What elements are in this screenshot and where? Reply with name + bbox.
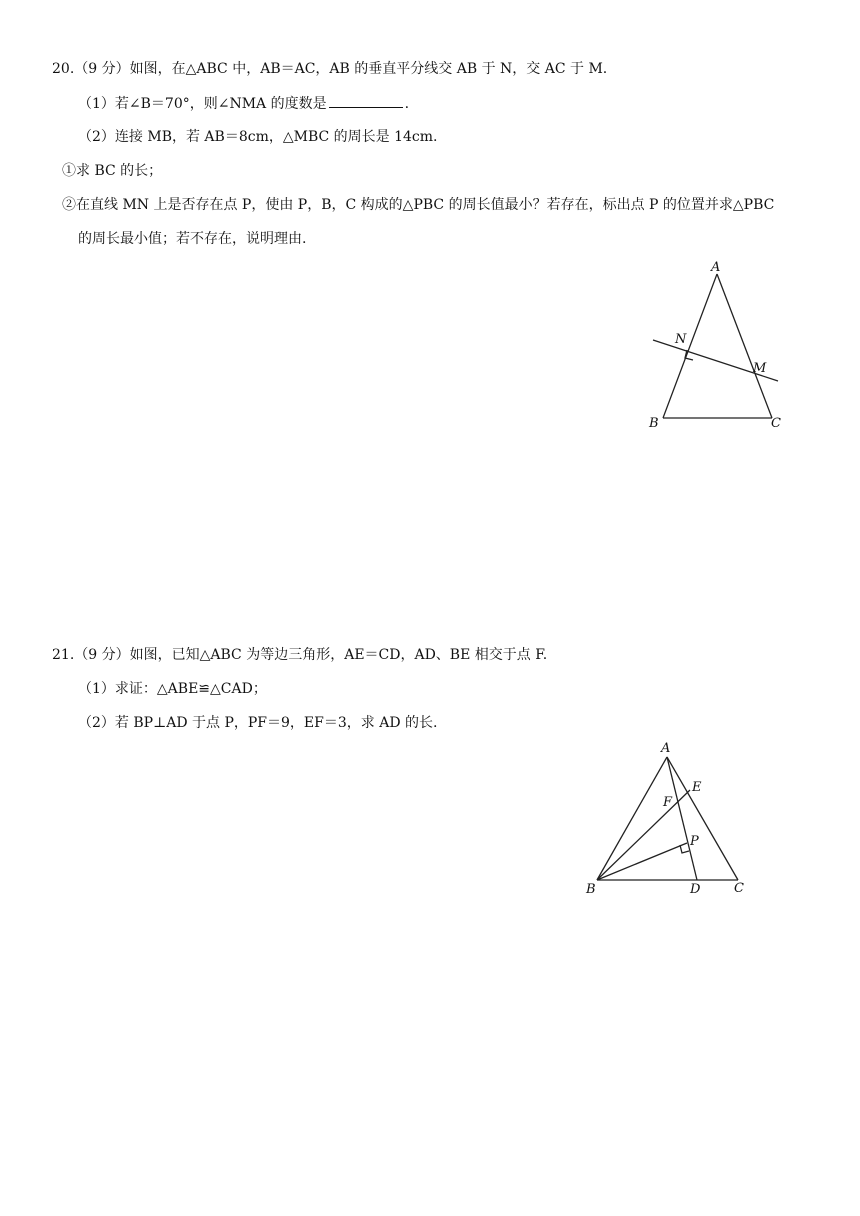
q21-side-ac [667, 757, 738, 880]
q21-segment-be [597, 790, 690, 880]
q21-label-f: F [663, 795, 673, 810]
q20-sub2-line1: ②在直线 MN 上是否存在点 P，使由 P，B，C 构成的△PBC 的周长值最小？若存在，标出点 P 的位置并求△PBC [62, 197, 775, 213]
q20-label-b: B [649, 416, 659, 431]
q20-sub1: ①求 BC 的长； [62, 163, 163, 179]
q20-stem: 20.（9 分）如图，在△ABC 中，AB＝AC，AB 的垂直平分线交 AB 于 N，交 AC 于 M. [52, 61, 608, 77]
q21-stem: 21.（9 分）如图，已知△ABC 为等边三角形，AE＝CD，AD、BE 相交于点 F. [52, 647, 548, 663]
q20-right-angle-mark [685, 350, 693, 360]
q21-label-e: E [692, 780, 702, 795]
q21-segment-bp [597, 843, 687, 880]
q20-part1-suffix: . [404, 96, 410, 112]
q20-part1 [78, 93, 409, 114]
q20-part1-prefix: （1）若∠B＝70°，则∠NMA 的度数是 [78, 96, 327, 112]
q21-label-b: B [586, 882, 596, 897]
q21-right-angle-mark [680, 845, 689, 853]
q21-label-a: A [661, 741, 671, 756]
q21-label-p: P [690, 834, 699, 849]
q21-label-d: D [690, 882, 701, 897]
q21-part2: （2）若 BP⊥AD 于点 P，PF＝9，EF＝3，求 AD 的长. [78, 715, 438, 731]
q21-segment-ad [667, 757, 697, 880]
q20-part2: （2）连接 MB，若 AB＝8cm，△MBC 的周长是 14cm. [78, 129, 438, 145]
q20-label-n: N [675, 332, 687, 347]
q20-line-mn [653, 340, 778, 381]
q20-side-ac [717, 274, 772, 418]
answer-blank [329, 93, 403, 108]
q20-label-a: A [711, 260, 721, 275]
q20-label-c: C [771, 416, 781, 431]
q21-side-ab [597, 757, 667, 880]
q20-sub2-line2: 的周长最小值；若不存在，说明理由. [78, 231, 307, 247]
q20-label-m: M [753, 361, 767, 376]
q21-part1: （1）求证：△ABE≌△CAD； [78, 681, 267, 697]
q21-label-c: C [734, 881, 744, 896]
q20-side-ab [663, 274, 717, 418]
